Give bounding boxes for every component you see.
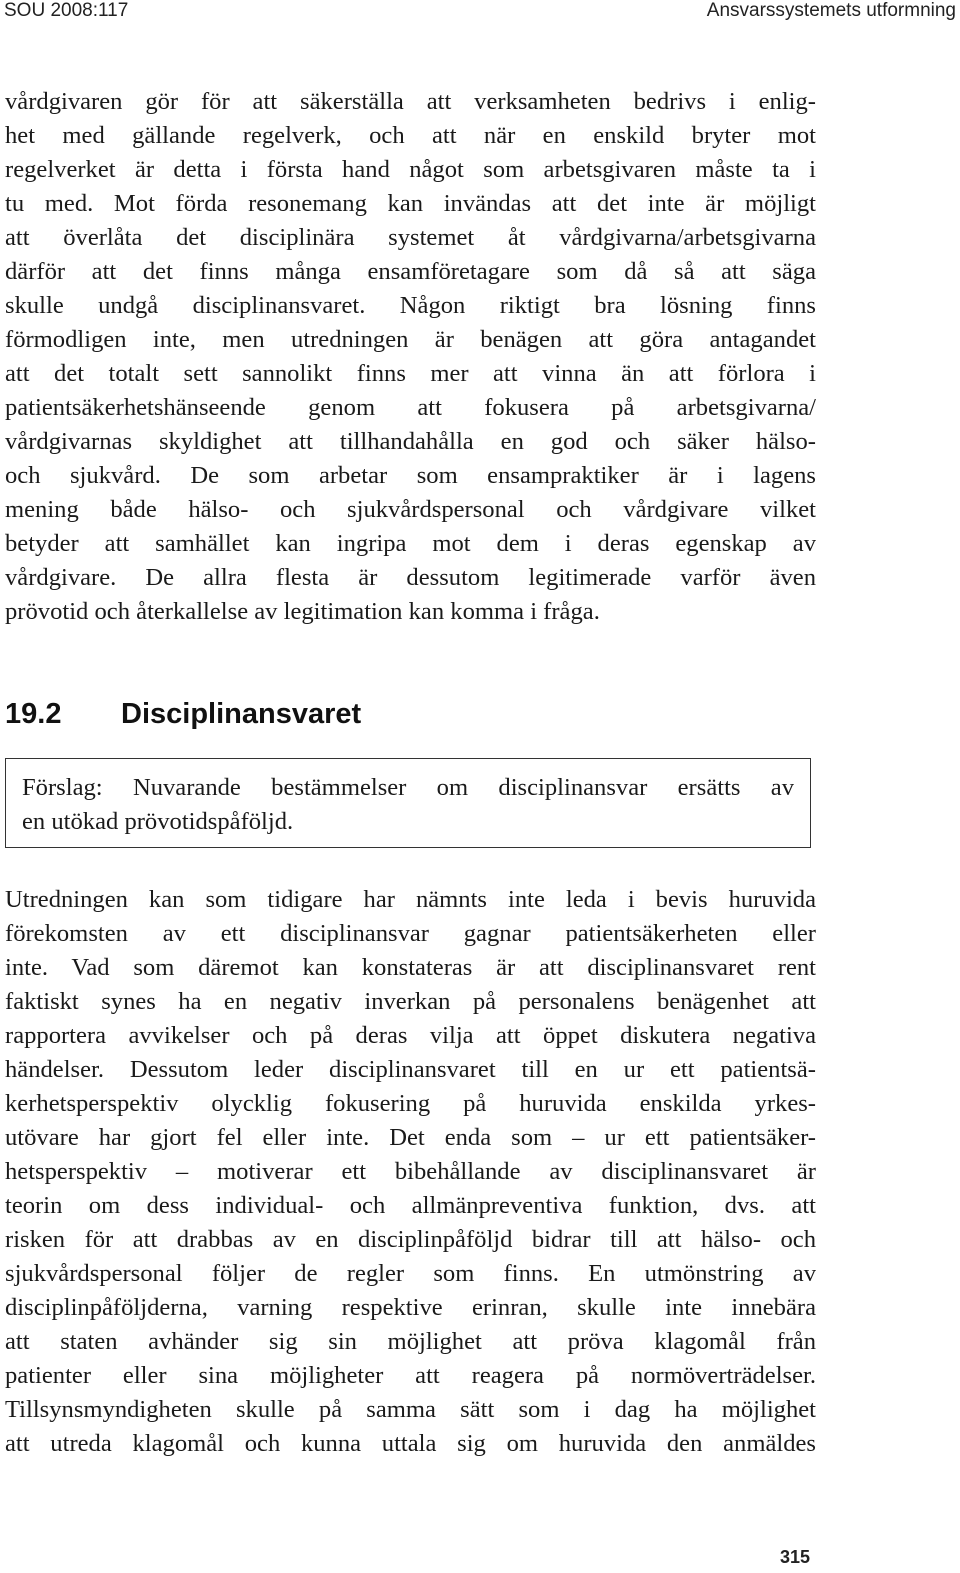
text-line: Utredningen kan som tidigare har nämnts inte leda i bevis huruvida xyxy=(5,886,816,913)
text-line: därför att det finns många ensamföretagare som då så att säga xyxy=(5,258,816,285)
text-line: inte. Vad som däremot kan konstateras är att disciplinansvaret rent xyxy=(5,954,816,981)
text-line: sjukvårdspersonal följer de regler som finns. En utmönstring av xyxy=(5,1260,816,1287)
section-title: Disciplinansvaret xyxy=(121,698,362,730)
text-line: vårdgivare. De allra flesta är dessutom legitimerade varför även xyxy=(5,564,816,591)
proposal-label: Förslag: xyxy=(22,774,103,801)
section-number: 19.2 xyxy=(5,698,62,730)
text-line: prövotid och återkallelse av legitimation kan komma i fråga. xyxy=(5,598,600,625)
text-line: hetsperspektiv – motiverar ett bibehållande av disciplinansvaret är xyxy=(5,1158,816,1185)
proposal-box xyxy=(5,758,811,848)
text-line: att det totalt sett sannolikt finns mer att vinna än att förlora i xyxy=(5,360,816,387)
text-line: Tillsynsmyndigheten skulle på samma sätt som i dag ha möjlighet xyxy=(5,1396,816,1423)
body-paragraph-1 xyxy=(5,85,816,629)
proposal-line xyxy=(22,771,794,805)
text-line: rapportera avvikelser och på deras vilja att öppet diskutera negativa xyxy=(5,1022,816,1049)
text-line: regelverket är detta i första hand något som arbetsgivaren måste ta i xyxy=(5,156,816,183)
text-line: mening både hälso- och sjukvårdspersonal och vårdgivare vilket xyxy=(5,496,816,523)
text-line: teorin om dess individual- och allmänpreventiva funktion, dvs. att xyxy=(5,1192,816,1219)
text-line: faktiskt synes ha en negativ inverkan på personalens benägenhet att xyxy=(5,988,816,1015)
text-line: patientsäkerhetshänseende genom att fokusera på arbetsgivarna/ xyxy=(5,394,816,421)
text-line: betyder att samhället kan ingripa mot dem i deras egenskap av xyxy=(5,530,816,557)
section-heading xyxy=(5,694,361,734)
document-reference: SOU 2008:117 xyxy=(4,0,129,21)
text-line: utövare har gjort fel eller inte. Det enda som – ur ett patientsäker- xyxy=(5,1124,816,1151)
running-header xyxy=(0,0,960,24)
chapter-title: Ansvarssystemets utformning xyxy=(706,0,956,21)
text-line: att staten avhänder sig sin möjlighet att pröva klagomål från xyxy=(5,1328,816,1355)
text-line: och sjukvård. De som arbetar som ensampraktiker är i lagens xyxy=(5,462,816,489)
text-line: het med gällande regelverk, och att när en enskild bryter mot xyxy=(5,122,816,149)
text-line: skulle undgå disciplinansvaret. Någon riktigt bra lösning finns xyxy=(5,292,816,319)
text-line: risken för att drabbas av en disciplinpåföljd bidrar till att hälso- och xyxy=(5,1226,816,1253)
proposal-line: en utökad prövotidspåföljd. xyxy=(22,808,294,835)
text-line: att utreda klagomål och kunna uttala sig om huruvida den anmäldes xyxy=(5,1430,816,1457)
text-line: vårdgivaren gör för att säkerställa att verksamheten bedrivs i enlig- xyxy=(5,88,816,115)
proposal-text: Nuvarande bestämmelser om disciplinansvar ersätts av xyxy=(132,774,794,801)
text-line: kerhetsperspektiv olycklig fokusering på huruvida enskilda yrkes- xyxy=(5,1090,816,1117)
text-line: tu med. Mot förda resonemang kan invändas att det inte är möjligt xyxy=(5,190,816,217)
text-line: förmodligen inte, men utredningen är benägen att göra antagandet xyxy=(5,326,816,353)
text-line: vårdgivarnas skyldighet att tillhandahålla en god och säker hälso- xyxy=(5,428,816,455)
text-line: patienter eller sina möjligheter att reagera på normöverträdelser. xyxy=(5,1362,816,1389)
page-number: 315 xyxy=(780,1547,811,1567)
text-line: förekomsten av ett disciplinansvar gagnar patientsäkerheten eller xyxy=(5,920,816,947)
text-line: disciplinpåföljderna, varning respektive erinran, skulle inte innebära xyxy=(5,1294,816,1321)
body-paragraph-2 xyxy=(5,883,816,1461)
text-line: att överlåta det disciplinära systemet åt vårdgivarna/arbetsgivarna xyxy=(5,224,816,251)
text-line: händelser. Dessutom leder disciplinansvaret till en ur ett patientsä- xyxy=(5,1056,816,1083)
